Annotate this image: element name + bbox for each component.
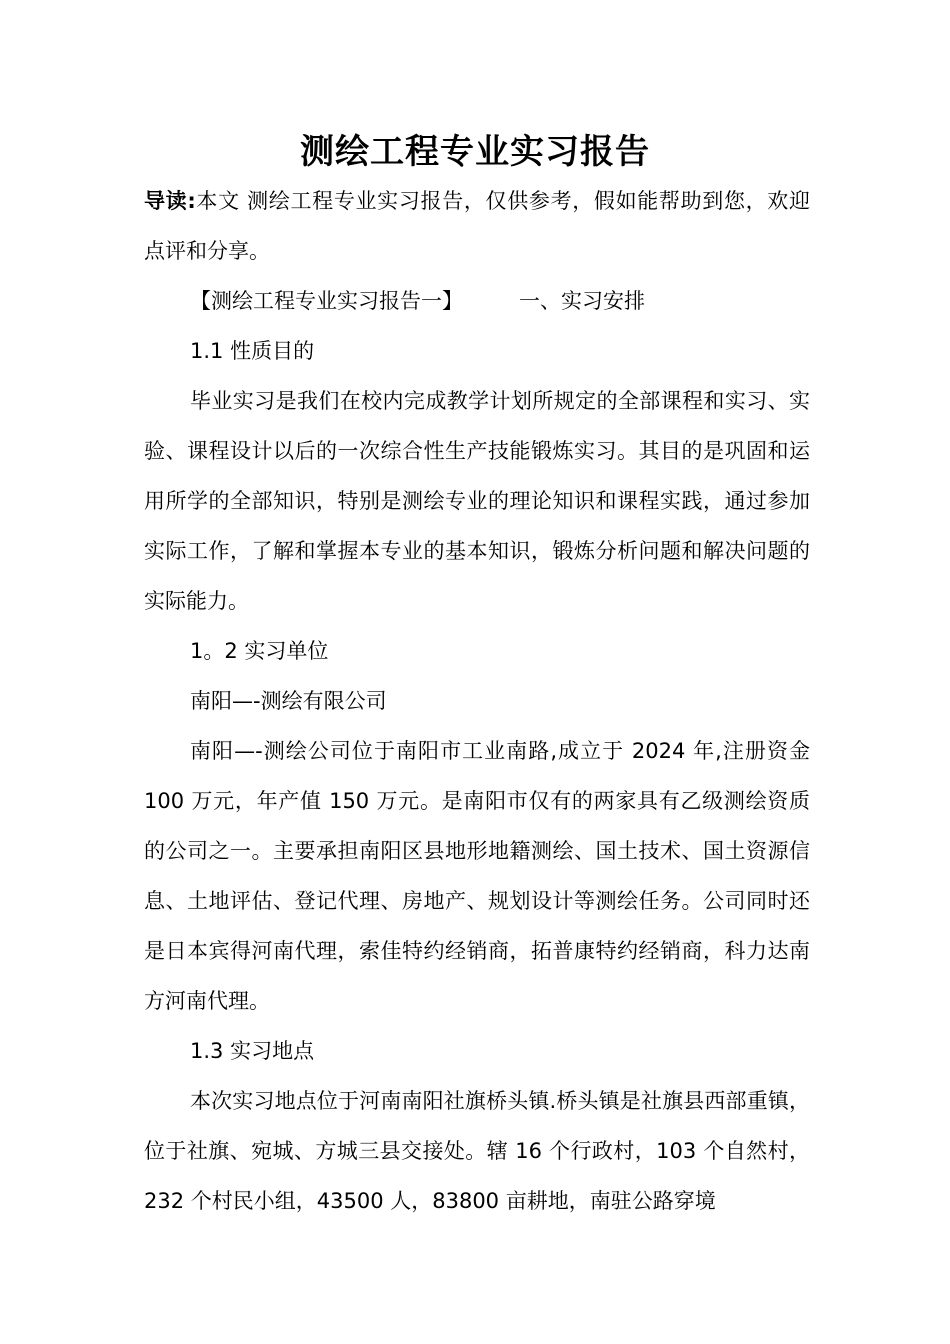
section-1-2-company: 南阳—-测绘有限公司 [190,689,387,713]
part-heading: 【测绘工程专业实习报告一】 [190,289,463,313]
intro-text: 本文 测绘工程专业实习报告，仅供参考，假如能帮助到您，欢迎点评和分享。 [144,189,810,263]
section-1-3-body: 本次实习地点位于河南南阳社旗桥头镇.桥头镇是社旗县西部重镇，位于社旗、宛城、方城三县交接处。辖 16 个行政村，103 个自然村，232 个村民小组，43500 人，83800 亩耕地，南驻公路穿境 [144,1089,810,1213]
intro-label: 导读: [144,189,196,213]
document-title: 测绘工程专业实习报告 [300,132,650,172]
section-1-2-body: 南阳—-测绘公司位于南阳市工业南路,成立于 2024 年,注册资金 100 万元，年产值 150 万元。是南阳市仅有的两家具有乙级测绘资质的公司之一。主要承担南阳区县地形地籍测绘、国土技术、国土资源信息、土地评估、登记代理、房地产、规划设计等测绘任务。公司同时还是日本宾得河南代理，索佳特约经销商，拓普康特约经销商，科力达南方河南代理。 [144,739,810,1013]
section-heading: 一、实习安排 [519,289,645,313]
part-heading-line [144,276,810,326]
section-1-1-body: 毕业实习是我们在校内完成教学计划所规定的全部课程和实习、实验、课程设计以后的一次综合性生产技能锻炼实习。其目的是巩固和运用所学的全部知识，特别是测绘专业的理论知识和课程实践，通过参加实际工作，了解和掌握本专业的基本知识，锻炼分析问题和解决问题的实际能力。 [144,389,810,613]
document-body [144,176,810,1226]
section-1-3-heading: 1.3 实习地点 [190,1039,315,1063]
section-1-2-heading: 1。2 实习单位 [190,639,329,663]
section-1-1-heading: 1.1 性质目的 [190,339,315,363]
intro-paragraph [144,176,810,276]
